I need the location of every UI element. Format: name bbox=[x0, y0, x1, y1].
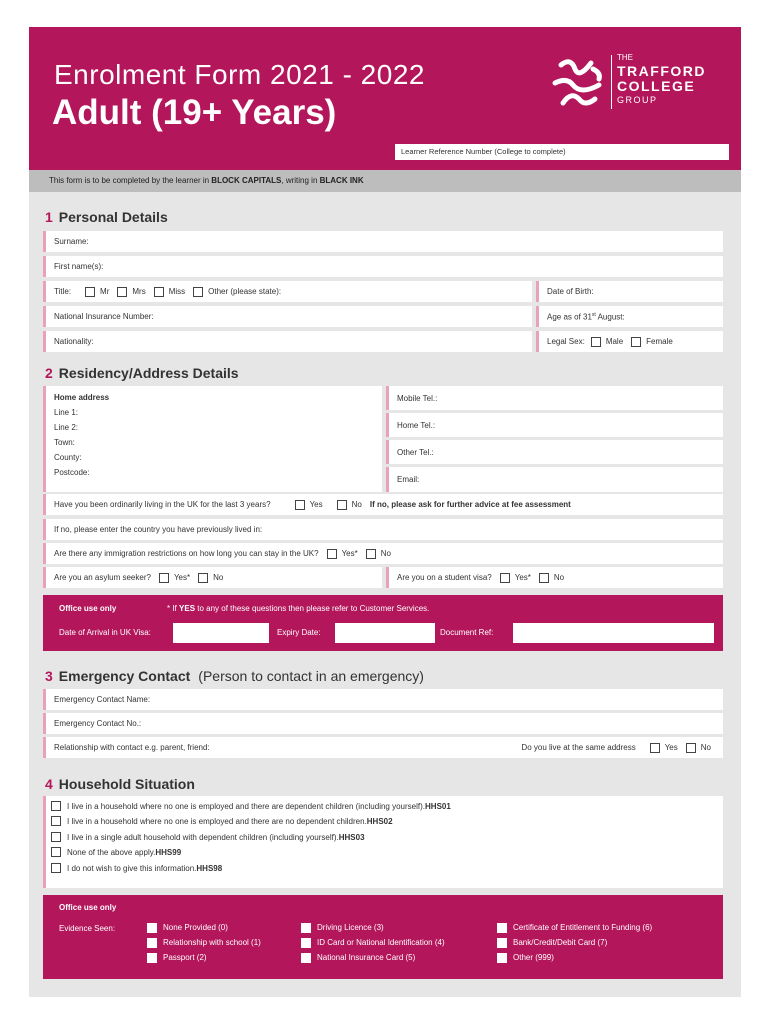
evidence-item bbox=[301, 923, 384, 933]
note-bold: YES bbox=[179, 604, 196, 613]
sex-male-label: Male bbox=[605, 337, 624, 346]
household-option bbox=[51, 801, 451, 811]
evidence-item bbox=[301, 953, 415, 963]
same-address-no-label: No bbox=[700, 743, 711, 752]
section-2-heading bbox=[45, 365, 239, 381]
date-of-birth-field[interactable] bbox=[536, 281, 723, 302]
age-label-text: Age as of 31 bbox=[547, 312, 592, 322]
ni-label: National Insurance Number: bbox=[54, 312, 154, 321]
section-title: Residency/Address Details bbox=[58, 365, 239, 381]
evidence-3-checkbox[interactable] bbox=[301, 923, 311, 933]
hhs02-checkbox[interactable] bbox=[51, 816, 61, 826]
other-tel-label: Other Tel.: bbox=[397, 447, 434, 457]
evidence-label: National Insurance Card (5) bbox=[317, 953, 416, 963]
previous-country-field[interactable] bbox=[43, 519, 723, 540]
note-text-2: to any of these questions then please refer to Customer Services. bbox=[195, 604, 430, 613]
evidence-label: Passport (2) bbox=[163, 953, 207, 963]
form-title: Enrolment Form 2021 - 2022 bbox=[54, 59, 425, 90]
household-code: HHS98 bbox=[196, 863, 223, 873]
evidence-1-checkbox[interactable] bbox=[147, 938, 157, 948]
legal-sex-label: Legal Sex: bbox=[547, 337, 585, 346]
title-miss-checkbox[interactable] bbox=[154, 287, 164, 297]
hhs03-checkbox[interactable] bbox=[51, 832, 61, 842]
student-visa-row bbox=[386, 567, 723, 588]
age-field[interactable] bbox=[536, 306, 723, 327]
evidence-2-checkbox[interactable] bbox=[147, 953, 157, 963]
same-address-yes-checkbox[interactable] bbox=[650, 743, 660, 753]
household-option bbox=[51, 847, 181, 857]
visa-yes-label: Yes* bbox=[514, 573, 531, 582]
same-address-question: Do you live at the same address bbox=[521, 743, 636, 752]
immigration-row bbox=[43, 543, 723, 564]
star-logo-icon bbox=[549, 55, 607, 111]
address-county-label: County: bbox=[54, 453, 82, 462]
household-code: HHS01 bbox=[425, 801, 451, 811]
household-option-text: I live in a single adult household with dependent children (including yourself). bbox=[67, 832, 339, 842]
evidence-label: Bank/Credit/Debit Card (7) bbox=[513, 938, 608, 948]
relationship-row bbox=[43, 737, 723, 758]
household-option bbox=[51, 863, 222, 873]
learner-reference-field[interactable]: Learner Reference Number (College to complete) bbox=[395, 144, 729, 160]
evidence-item bbox=[497, 938, 607, 948]
evidence-4-checkbox[interactable] bbox=[301, 938, 311, 948]
dob-label: Date of Birth: bbox=[547, 287, 594, 296]
visa-yes-checkbox[interactable] bbox=[500, 573, 510, 583]
address-lines bbox=[54, 390, 109, 480]
household-code: HHS99 bbox=[155, 847, 182, 857]
evidence-seen-label: Evidence Seen: bbox=[59, 924, 116, 933]
section-title: Household Situation bbox=[58, 776, 195, 792]
title-other-checkbox[interactable] bbox=[193, 287, 203, 297]
asylum-no-checkbox[interactable] bbox=[198, 573, 208, 583]
asylum-row bbox=[43, 567, 382, 588]
household-option-text: I live in a household where no one is employed and there are no dependent children. bbox=[67, 816, 367, 826]
document-ref-input[interactable] bbox=[513, 623, 714, 643]
title-row bbox=[43, 281, 532, 302]
logo-text-the: THE bbox=[617, 53, 633, 62]
title-label: Title: bbox=[54, 287, 72, 296]
visa-no-label: No bbox=[553, 573, 565, 582]
address-postcode-label: Postcode: bbox=[54, 468, 90, 477]
first-names-label: First name(s): bbox=[54, 262, 104, 271]
logo-text-trafford: TRAFFORD bbox=[617, 63, 706, 79]
office-use-title: Office use only bbox=[59, 604, 117, 613]
same-address-yes-label: Yes bbox=[664, 743, 678, 752]
uk-no-checkbox[interactable] bbox=[337, 500, 347, 510]
evidence-item bbox=[147, 923, 228, 933]
sex-male-checkbox[interactable] bbox=[591, 337, 601, 347]
office-use-note bbox=[167, 604, 429, 613]
mobile-tel-field[interactable] bbox=[386, 386, 723, 410]
other-tel-field[interactable] bbox=[386, 440, 723, 464]
first-names-field[interactable] bbox=[43, 256, 723, 277]
surname-label: Surname: bbox=[54, 237, 89, 246]
office-use-panel-2 bbox=[43, 895, 723, 979]
title-other-label: Other (please state): bbox=[208, 287, 282, 296]
evidence-item bbox=[497, 923, 652, 933]
home-tel-field[interactable] bbox=[386, 413, 723, 437]
title-mrs-label: Mrs bbox=[132, 287, 146, 296]
age-label-text-2: August: bbox=[595, 312, 625, 322]
section-subtitle: (Person to contact in an emergency) bbox=[198, 668, 424, 684]
arrival-date-label: Date of Arrival in UK Visa: bbox=[59, 628, 151, 637]
household-code: HHS02 bbox=[366, 816, 393, 826]
household-code: HHS03 bbox=[338, 832, 365, 842]
logo-divider bbox=[611, 55, 612, 109]
instruction-bar bbox=[29, 170, 741, 192]
evidence-label: Certificate of Entitlement to Funding (6) bbox=[513, 923, 653, 933]
age-label bbox=[547, 312, 625, 322]
uk-yes-label: Yes bbox=[309, 500, 323, 509]
uk-yes-checkbox[interactable] bbox=[295, 500, 305, 510]
ni-number-field[interactable] bbox=[43, 306, 532, 327]
instruction-bold-2: BLACK INK bbox=[319, 176, 364, 185]
logo-text-college: COLLEGE bbox=[617, 78, 696, 94]
evidence-label: Relationship with school (1) bbox=[163, 938, 261, 948]
immigration-yes-label: Yes* bbox=[341, 549, 358, 558]
document-ref-label: Document Ref: bbox=[440, 628, 494, 637]
office-use-panel-1 bbox=[43, 595, 723, 651]
evidence-label: ID Card or National Identification (4) bbox=[317, 938, 445, 948]
household-option bbox=[51, 832, 365, 842]
note-text: * If bbox=[167, 604, 180, 613]
evidence-6-checkbox[interactable] bbox=[497, 923, 507, 933]
uk-no-label: No bbox=[351, 500, 362, 509]
hhs99-checkbox[interactable] bbox=[51, 847, 61, 857]
evidence-label: None Provided (0) bbox=[163, 923, 228, 933]
evidence-label: Other (999) bbox=[513, 953, 554, 963]
evidence-999-checkbox[interactable] bbox=[497, 953, 507, 963]
address-line-1-label: Line 1: bbox=[54, 408, 79, 417]
expiry-date-label: Expiry Date: bbox=[277, 628, 321, 637]
title-miss-label: Miss bbox=[168, 287, 186, 296]
household-option-text: I live in a household where no one is employed and there are dependent children (including yourself). bbox=[67, 801, 426, 811]
asylum-yes-label: Yes* bbox=[173, 573, 191, 582]
section-number: 4 bbox=[45, 776, 53, 792]
office-use-title: Office use only bbox=[59, 903, 117, 912]
sex-female-checkbox[interactable] bbox=[631, 337, 641, 347]
form-page bbox=[29, 27, 741, 997]
section-1-heading bbox=[45, 209, 168, 225]
evidence-7-checkbox[interactable] bbox=[497, 938, 507, 948]
evidence-item bbox=[147, 938, 261, 948]
title-mr-checkbox[interactable] bbox=[85, 287, 95, 297]
same-address-no-checkbox[interactable] bbox=[686, 743, 696, 753]
legal-sex-row bbox=[536, 331, 723, 352]
immigration-no-checkbox[interactable] bbox=[366, 549, 376, 559]
email-label: Email: bbox=[397, 475, 420, 484]
emergency-number-label: Emergency Contact No.: bbox=[54, 719, 142, 728]
title-mr-label: Mr bbox=[100, 287, 110, 296]
age-label-sup: st bbox=[591, 311, 596, 318]
immigration-question: Are there any immigration restrictions on how long you can stay in the UK? bbox=[54, 549, 319, 558]
emergency-name-field[interactable] bbox=[43, 689, 723, 710]
home-tel-label: Home Tel.: bbox=[397, 420, 436, 430]
evidence-5-checkbox[interactable] bbox=[301, 953, 311, 963]
emergency-number-field[interactable] bbox=[43, 713, 723, 734]
student-visa-question: Are you on a student visa? bbox=[397, 573, 492, 582]
instruction-bold-1: BLOCK CAPITALS bbox=[211, 176, 282, 185]
asylum-question: Are you an asylum seeker? bbox=[54, 573, 151, 582]
home-address-field[interactable] bbox=[43, 386, 382, 492]
section-number: 2 bbox=[45, 365, 53, 381]
mobile-label: Mobile Tel.: bbox=[397, 393, 438, 403]
sex-female-label: Female bbox=[646, 337, 673, 346]
header-banner bbox=[29, 27, 741, 179]
hhs01-checkbox[interactable] bbox=[51, 801, 61, 811]
section-number: 3 bbox=[45, 668, 53, 684]
title-mrs-checkbox[interactable] bbox=[117, 287, 127, 297]
logo-text-group: GROUP bbox=[617, 95, 658, 105]
surname-field[interactable] bbox=[43, 231, 723, 252]
evidence-item bbox=[497, 953, 554, 963]
section-title: Emergency Contact bbox=[58, 668, 191, 684]
section-4-heading bbox=[45, 776, 195, 792]
household-option-text: I do not wish to give this information. bbox=[67, 863, 197, 873]
immigration-yes-checkbox[interactable] bbox=[327, 549, 337, 559]
hhs98-checkbox[interactable] bbox=[51, 863, 61, 873]
previous-country-label: If no, please enter the country you have previously lived in: bbox=[54, 525, 263, 534]
arrival-date-input[interactable] bbox=[173, 623, 269, 643]
instruction-text: This form is to be completed by the learner in bbox=[49, 176, 212, 185]
uk-advice-note: If no, please ask for further advice at fee assessment bbox=[369, 500, 571, 509]
section-3-heading bbox=[45, 668, 424, 684]
relationship-label: Relationship with contact e.g. parent, friend: bbox=[54, 743, 210, 752]
household-option bbox=[51, 816, 393, 826]
section-number: 1 bbox=[45, 209, 53, 225]
address-line-2-label: Line 2: bbox=[54, 423, 79, 432]
expiry-date-input[interactable] bbox=[335, 623, 435, 643]
asylum-no-label: No bbox=[213, 573, 224, 582]
instruction-text-2: , writing in bbox=[281, 176, 320, 185]
evidence-item bbox=[301, 938, 445, 948]
email-field[interactable] bbox=[386, 467, 723, 492]
evidence-0-checkbox[interactable] bbox=[147, 923, 157, 933]
emergency-name-label: Emergency Contact Name: bbox=[54, 695, 151, 704]
evidence-label: Driving Licence (3) bbox=[317, 923, 384, 933]
visa-no-checkbox[interactable] bbox=[539, 573, 549, 583]
address-town-label: Town: bbox=[54, 438, 75, 447]
uk-residency-question: Have you been ordinarily living in the UK for the last 3 years? bbox=[54, 500, 271, 509]
asylum-yes-checkbox[interactable] bbox=[159, 573, 169, 583]
section-title: Personal Details bbox=[58, 209, 168, 225]
form-subtitle: Adult (19+ Years) bbox=[52, 93, 337, 132]
college-logo bbox=[549, 51, 719, 115]
immigration-no-label: No bbox=[380, 549, 391, 558]
evidence-item bbox=[147, 953, 207, 963]
household-option-text: None of the above apply. bbox=[67, 847, 156, 857]
home-address-label: Home address bbox=[54, 393, 110, 402]
nationality-label: Nationality: bbox=[54, 337, 94, 346]
uk-residency-row bbox=[43, 494, 723, 515]
nationality-field[interactable] bbox=[43, 331, 532, 352]
